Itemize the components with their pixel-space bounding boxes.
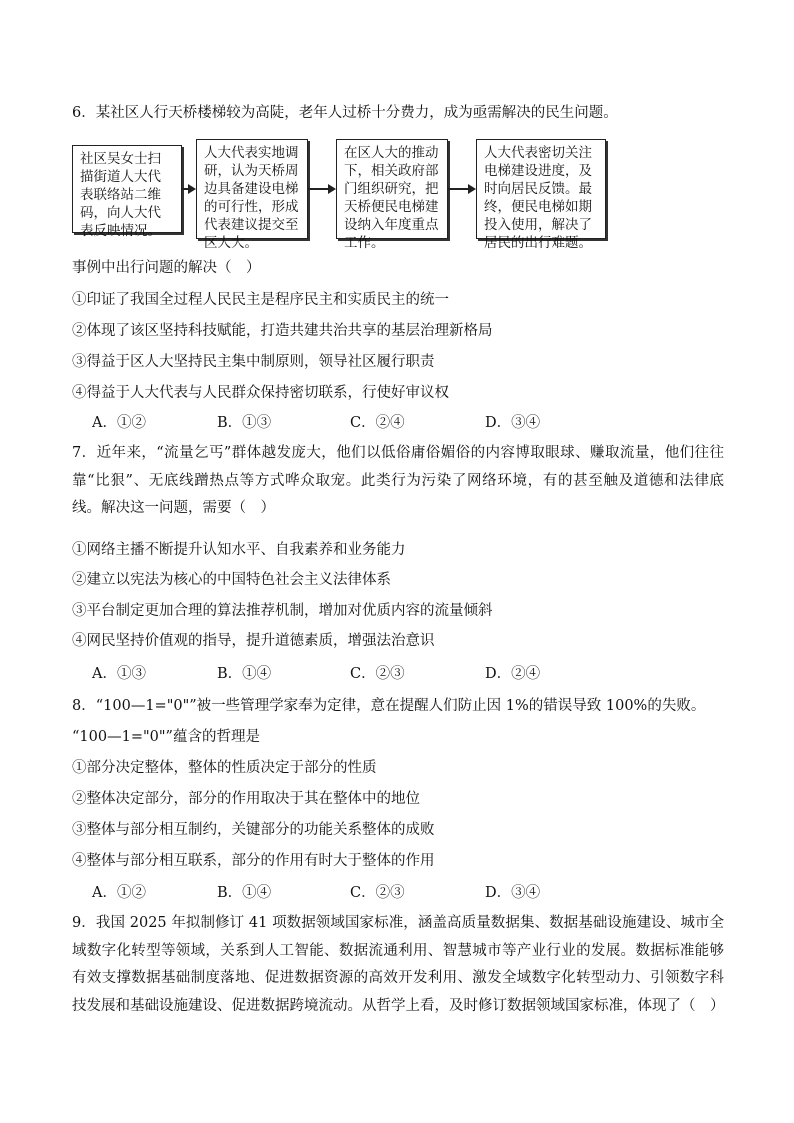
q8-item-4: ④整体与部分相互联系，部分的作用有时大于整体的作用 (72, 853, 435, 869)
q6-options (92, 413, 652, 433)
q7-option-c[interactable]: C．②③ (350, 666, 405, 682)
q6-option-a[interactable]: A．①② (92, 415, 146, 431)
q8-option-a[interactable]: A．①② (92, 885, 146, 901)
q7-item-1: ①网络主播不断提升认知水平、自我素养和业务能力 (72, 542, 406, 558)
q8-item-3: ③整体与部分相互制约，关键部分的功能关系整体的成败 (72, 822, 435, 838)
q8-option-d[interactable]: D．③④ (485, 885, 541, 901)
q7-stem: 7．近年来，“流量乞丐”群体越发庞大，他们以低俗庸俗媚俗的内容博取眼球、赚取流量，他们往往靠“比狠”、无底线蹭热点等方式哗众取宠。此类行为污染了网络环境，有的甚至触及道德和法律底线。解决这一问题，需要（ ） (72, 445, 724, 516)
q8-option-b[interactable]: B．①④ (217, 885, 272, 901)
q6-item-3: ③得益于区人大坚持民主集中制原则，领导社区履行职责 (72, 354, 435, 370)
q7-item-4: ④网民坚持价值观的指导，提升道德素质，增强法治意识 (72, 633, 435, 649)
q8-option-c[interactable]: C．②③ (350, 885, 405, 901)
q6-item-1: ①印证了我国全过程人民民主是程序民主和实质民主的统一 (72, 292, 449, 308)
q9-stem: 9．我国 2025 年拟制修订 41 项数据领域国家标准，涵盖高质量数据集、数据基础设施建设、城市全域数字化转型等领域，关系到人工智能、数据流通利用、智慧城市等产业行业的发展。数据标准能够有效支撑数据基础制度落地、促进数据资源的高效开发利用、激发全域数字化转型动力、引领数字科技发展和基础设施建设、促进数据跨境流动。从哲学上看，及时修订数据领域国家标准，体现了（ ） (72, 915, 725, 1014)
flow-arrow-1 (182, 188, 194, 190)
q6-option-c[interactable]: C．②④ (350, 415, 405, 431)
flow-arrow-3 (448, 188, 474, 190)
q8-item-1: ①部分决定整体，整体的性质决定于部分的性质 (72, 760, 377, 776)
q8-options (92, 883, 652, 903)
q6-question: 事例中出行问题的解决（ ） (72, 260, 261, 276)
q7-item-2: ②建立以宪法为核心的中国特色社会主义法律体系 (72, 572, 391, 588)
q8-stem: 8．“100—1="0"”被一些管理学家奉为定律，意在提醒人们防止因 1%的错误导致 100%的失败。 (72, 698, 706, 714)
q8-item-2: ②整体决定部分，部分的作用取决于其在整体中的地位 (72, 791, 420, 807)
flow-step-4: 人大代表密切关注电梯建设进度，及时向居民反馈。最终，便民电梯如期投入使用，解决了居民的出行难题。 (476, 139, 606, 239)
flow-step-1: 社区吴女士扫描街道人大代表联络站二维码，向人大代表反映情况。 (72, 145, 182, 233)
q7-option-d[interactable]: D．②④ (485, 666, 541, 682)
q7-options (92, 664, 652, 684)
q7-option-a[interactable]: A．①③ (92, 666, 146, 682)
q6-item-4: ④得益于人大代表与人民群众保持密切联系，行使好审议权 (72, 385, 449, 401)
q7-option-b[interactable]: B．①④ (217, 666, 272, 682)
flow-step-3: 在区人大的推动下，相关政府部门组织研究，把天桥便民电梯建设纳入年度重点工作。 (336, 139, 448, 239)
q6-item-2: ②体现了该区坚持科技赋能，打造共建共治共享的基层治理新格局 (72, 323, 493, 339)
flow-step-2: 人大代表实地调研，认为天桥周边具备建设电梯的可行性，形成代表建议提交至区人大。 (196, 139, 308, 239)
q6-stem: 6．某社区人行天桥楼梯较为高陡，老年人过桥十分费力，成为亟需解决的民生问题。 (72, 105, 618, 121)
q6-option-d[interactable]: D．③④ (485, 415, 541, 431)
q6-option-b[interactable]: B．①③ (217, 415, 272, 431)
flow-arrow-2 (308, 188, 334, 190)
q7-item-3: ③平台制定更加合理的算法推荐机制，增加对优质内容的流量倾斜 (72, 603, 493, 619)
q8-question: “100—1="0"”蕴含的哲理是 (72, 729, 260, 745)
